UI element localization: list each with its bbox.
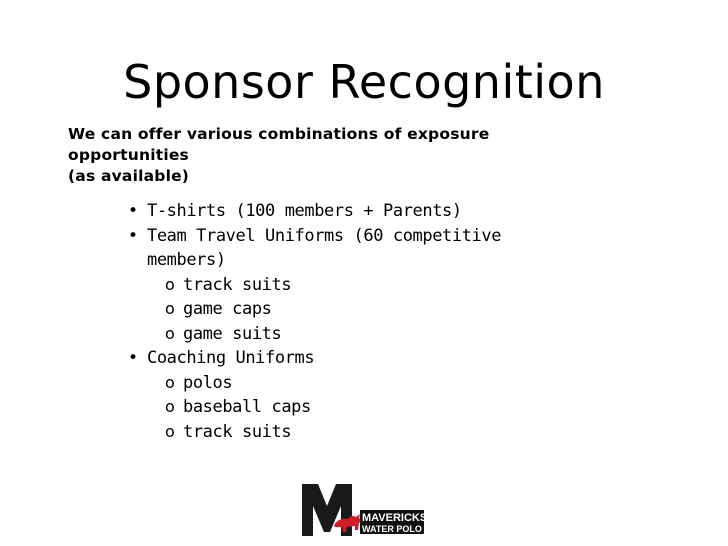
sub-bullet-icon: o (165, 421, 175, 441)
sub-list-item-text: game suits (183, 323, 282, 344)
sub-bullet-icon: o (165, 274, 175, 294)
sub-list-item (0, 371, 728, 396)
intro-text (68, 124, 588, 187)
bullet-icon: • (128, 348, 138, 368)
sub-list-item (0, 420, 728, 445)
sub-list-item (0, 273, 728, 298)
intro-line-3: (as available) (68, 167, 190, 185)
sub-list-item-text: baseball caps (183, 397, 311, 417)
list-item-text: members) (147, 250, 226, 270)
logo-line-1: MAVERICKS (362, 512, 428, 524)
bullet-icon: • (128, 201, 138, 221)
sub-bullet-icon: o (165, 323, 175, 343)
sub-bullet-icon: o (165, 372, 175, 392)
bullet-list (0, 199, 728, 444)
sub-list-item-text: track suits (183, 274, 292, 295)
list-item-text: Team Travel Uniforms (60 competitive (147, 225, 502, 246)
list-item (0, 199, 728, 224)
list-item (0, 346, 728, 371)
sub-bullet-icon: o (165, 299, 175, 318)
mavericks-logo-mark (300, 480, 430, 540)
list-item-text: T-shirts (100 members + Parents) (147, 201, 462, 221)
list-item (0, 224, 728, 249)
sub-list-item-text: track suits (183, 421, 292, 442)
sub-list-item-text: game caps (183, 299, 272, 319)
sub-list-item (0, 322, 728, 347)
bullet-icon: • (128, 225, 138, 246)
slide-title: Sponsor Recognition (123, 55, 605, 109)
intro-line-1: We can offer various combinations of exposure (68, 125, 490, 143)
sub-list-item (0, 297, 728, 322)
sub-list-item (0, 395, 728, 420)
sub-bullet-icon: o (165, 397, 175, 416)
list-item-text: Coaching Uniforms (147, 348, 315, 368)
intro-line-2: opportunities (68, 146, 189, 164)
mavericks-logo (300, 480, 430, 540)
logo-line-2: WATER POLO (362, 524, 422, 534)
list-item-continuation (0, 248, 728, 273)
sub-list-item-text: polos (183, 372, 233, 393)
